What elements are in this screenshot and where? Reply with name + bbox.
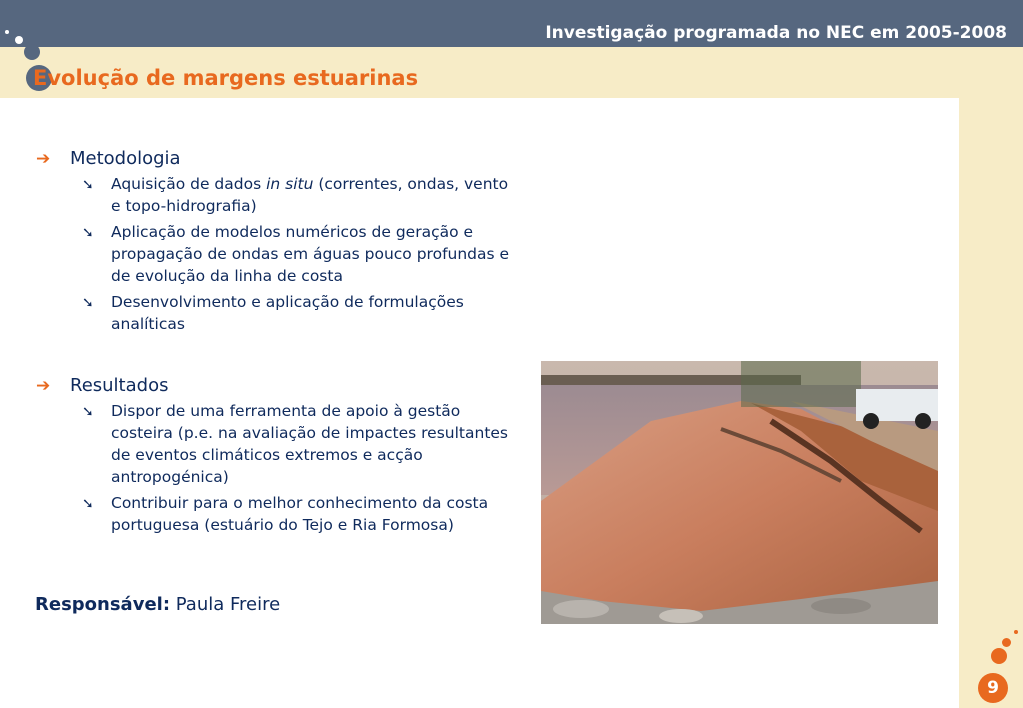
- arrow-down-right-icon: ➘: [82, 177, 94, 193]
- arrow-down-right-icon: ➘: [82, 496, 94, 512]
- list-item: [82, 221, 512, 287]
- decor-dot: [991, 648, 1007, 664]
- item-text: (correntes, ondas, vento e topo-hidrografia): [111, 175, 509, 215]
- bullet-list: [82, 400, 512, 536]
- responsible-line: [35, 594, 280, 615]
- arrow-right-icon: ➔: [36, 148, 51, 169]
- arrow-down-right-icon: ➘: [82, 295, 94, 311]
- responsible-label: Responsável:: [35, 594, 171, 615]
- list-item: [82, 173, 512, 217]
- slide-title-initial: E: [33, 66, 48, 90]
- header-title: Investigação programada no NEC em 2005-2008: [545, 23, 1007, 43]
- bullet-list: [82, 173, 512, 335]
- section-resultados: [36, 375, 512, 540]
- list-item: [82, 492, 512, 536]
- decor-dot: [1014, 630, 1018, 634]
- item-text: Dispor de uma ferramenta de apoio à gestão costeira (p.e. na avaliação de impactes resultantes de eventos climáticos extremos e acção antropogénica): [111, 402, 509, 486]
- item-text: Desenvolvimento e aplicação de formulações analíticas: [111, 293, 464, 333]
- responsible-name: Paula Freire: [170, 594, 281, 615]
- arrow-right-icon: ➔: [36, 375, 51, 396]
- list-item: [82, 400, 512, 488]
- decor-dot: [15, 36, 23, 44]
- estuary-photo: [541, 361, 938, 624]
- slide-title: [33, 66, 418, 90]
- section-label: Metodologia: [70, 148, 181, 169]
- decor-dot: [24, 44, 40, 60]
- item-emphasis: in situ: [266, 175, 314, 193]
- decor-dot: [5, 30, 9, 34]
- section-label: Resultados: [70, 375, 169, 396]
- decor-dot: [1002, 638, 1011, 647]
- arrow-down-right-icon: ➘: [82, 404, 94, 420]
- arrow-down-right-icon: ➘: [82, 225, 94, 241]
- slide-title-rest: volução de margens estuarinas: [47, 66, 419, 90]
- item-text: Aquisição de dados: [111, 175, 267, 193]
- header-bar: [0, 0, 1023, 47]
- content-panel: [0, 98, 959, 708]
- page-number: 9: [978, 673, 1008, 703]
- item-text: Aplicação de modelos numéricos de geração e propagação de ondas em águas pouco profundas e de evolução da linha de costa: [111, 223, 510, 285]
- list-item: [82, 291, 512, 335]
- item-text: Contribuir para o melhor conhecimento da costa portuguesa (estuário do Tejo e Ria Formosa): [111, 494, 489, 534]
- section-metodologia: [36, 148, 512, 339]
